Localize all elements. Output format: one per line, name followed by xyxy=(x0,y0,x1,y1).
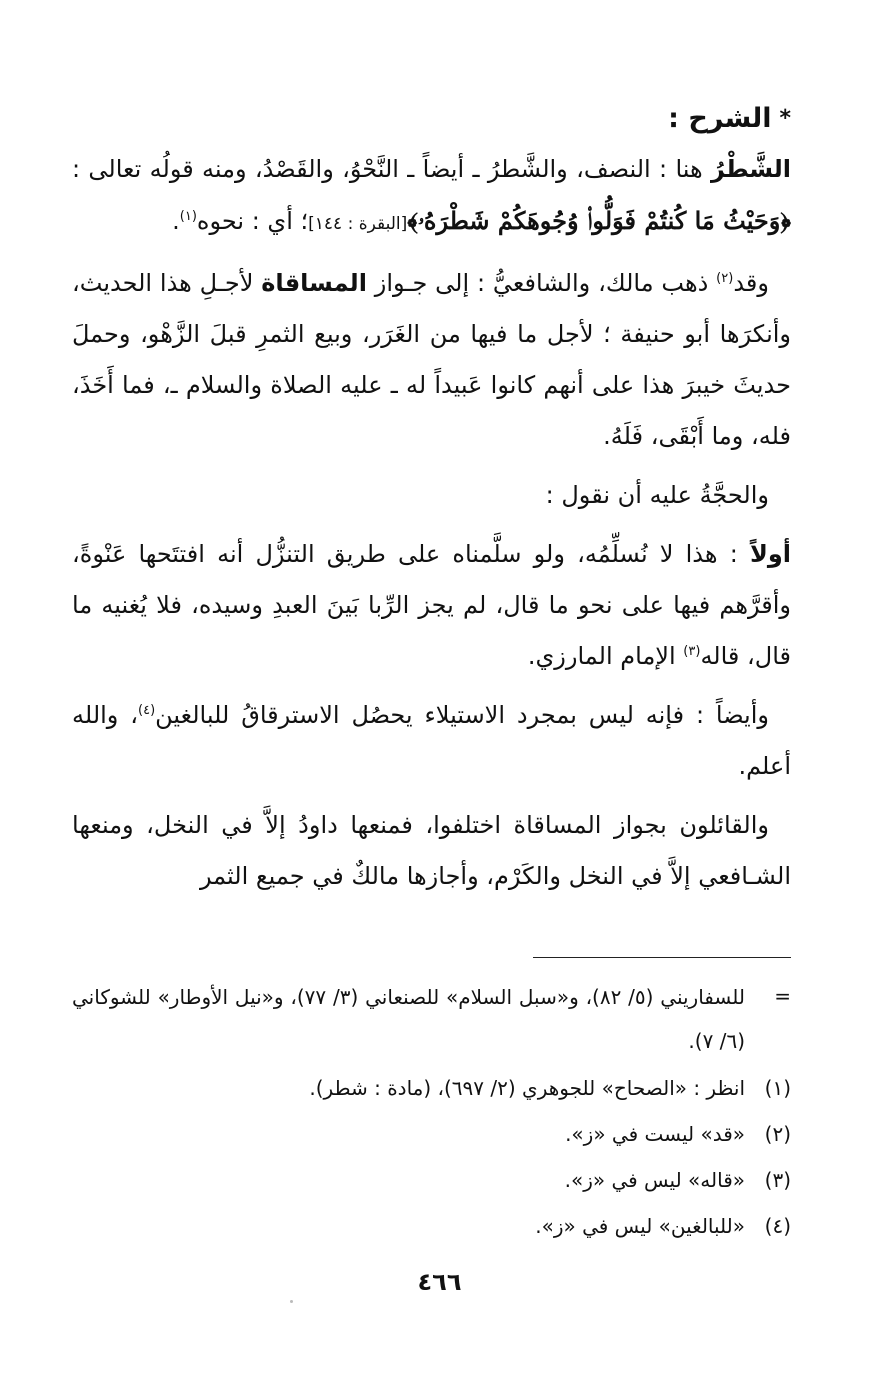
scan-speck xyxy=(290,1300,293,1303)
p2-text-2: لأجـلِ هذا الحديث، وأنكرَها أبو حنيفة ؛ لأجل ما فيها من الغَرَر، وبيع الثمرِ قبلَ الزَّهْو، وحملَ حديثَ خيبرَ هذا على أنهم كانوا عَبيداً له ـ عليه الصلاة والسلام ـ، فما أَخَذَ، فله، وما أَبْقَى، فَلَهُ. xyxy=(72,269,791,450)
p4-text-2: الإمام المارزي. xyxy=(527,642,684,670)
footnote-continuation xyxy=(72,975,791,1063)
paragraph-first xyxy=(72,529,791,682)
footnote-number: (٢) xyxy=(764,1122,791,1146)
term-shatr: الشَّطْرُ xyxy=(711,155,791,183)
footnote-3 xyxy=(72,1159,791,1201)
footnote-2 xyxy=(72,1113,791,1155)
p1-text-1: هنا : النصف، والشَّطرُ ـ أيضاً ـ النَّحْوُ، والقَصْدُ، ومنه قولُه تعالى : xyxy=(72,155,712,183)
footnote-marker-3[interactable]: (٣) xyxy=(683,644,701,659)
footnote-text: انظر : «الصحاح» للجوهري (٢/ ٦٩٧)، (مادة : شطر). xyxy=(309,1076,745,1100)
p1-end: . xyxy=(172,207,180,235)
p5-text-1: وأيضاً : فإنه ليس بمجرد الاستيلاء يحصُل الاسترقاقُ للبالغين xyxy=(155,701,769,729)
footnote-1 xyxy=(72,1067,791,1109)
paragraph-shatr xyxy=(72,144,791,250)
footnote-number: (٣) xyxy=(764,1168,791,1192)
p1-text-2: ؛ أي : نحوه xyxy=(196,207,309,235)
footnote-number: (١) xyxy=(764,1076,791,1100)
footnote-text: «للبالغين» ليس في «ز». xyxy=(535,1214,745,1238)
paragraph-musaqat xyxy=(72,258,791,462)
footnote-marker-4[interactable]: (٤) xyxy=(138,703,156,718)
footnotes xyxy=(72,975,791,1251)
term-awwalan: أولاً xyxy=(749,540,791,568)
paragraph-also xyxy=(72,690,791,792)
asterisk-icon: * xyxy=(779,106,791,131)
footnote-text: للسفاريني (٥/ ٨٢)، و«سبل السلام» للصنعاني (٣/ ٧٧)، و«نيل الأوطار» للشوكاني (٦/ ٧). xyxy=(72,985,745,1053)
p5-text-2: ، والله أعلم. xyxy=(72,701,791,780)
quran-reference: [البقرة : ١٤٤] xyxy=(308,214,408,234)
paragraph-disagreement: والقائلون بجواز المساقاة اختلفوا، فمنعها داودُ إلاَّ في النخل، ومنعها الشـافعي إلاَّ في النخل والكَرْم، وأجازها مالكٌ في جميع الثمر xyxy=(72,811,791,890)
footnote-marker-2[interactable]: (٢) xyxy=(716,271,734,286)
footnote-number: (٤) xyxy=(764,1214,791,1238)
heading-title: الشرح : xyxy=(668,103,772,134)
footnote-text: «قد» ليست في «ز». xyxy=(565,1122,745,1146)
p2-text-1: ذهب مالك، والشافعيُّ : إلى جـواز xyxy=(366,269,717,297)
p2-start: وقد xyxy=(733,269,769,297)
p4-text-1: : هذا لا نُسلِّمُه، ولو سلَّمناه على طريق التنزُّل أنه افتتَحها عَنْوةً، وأقرَّهم فيها على نحو ما قال، لم يجز الرِّبا بَينَ العبدِ وسيده، فلا يُغنيه ما قال، قاله xyxy=(72,540,791,670)
quran-verse: ﴿وَحَيْثُ مَا كُنتُمْ فَوَلُّوا۟ وُجُوهَكُمْ شَطْرَهُۥ﴾ xyxy=(407,206,791,235)
page-number: ٤٦٦ xyxy=(417,1268,462,1296)
footnote-4 xyxy=(72,1205,791,1247)
section-heading xyxy=(72,98,791,140)
footnote-marker-1[interactable]: (١) xyxy=(179,209,197,224)
paragraph-hujja: والحجَّةُ عليه أن نقول : xyxy=(545,481,769,509)
footnote-text: «قاله» ليس في «ز». xyxy=(564,1168,745,1192)
term-musaqat: المساقاة xyxy=(261,269,367,297)
footnote-divider xyxy=(533,957,791,958)
footnote-number: = xyxy=(774,984,791,1008)
